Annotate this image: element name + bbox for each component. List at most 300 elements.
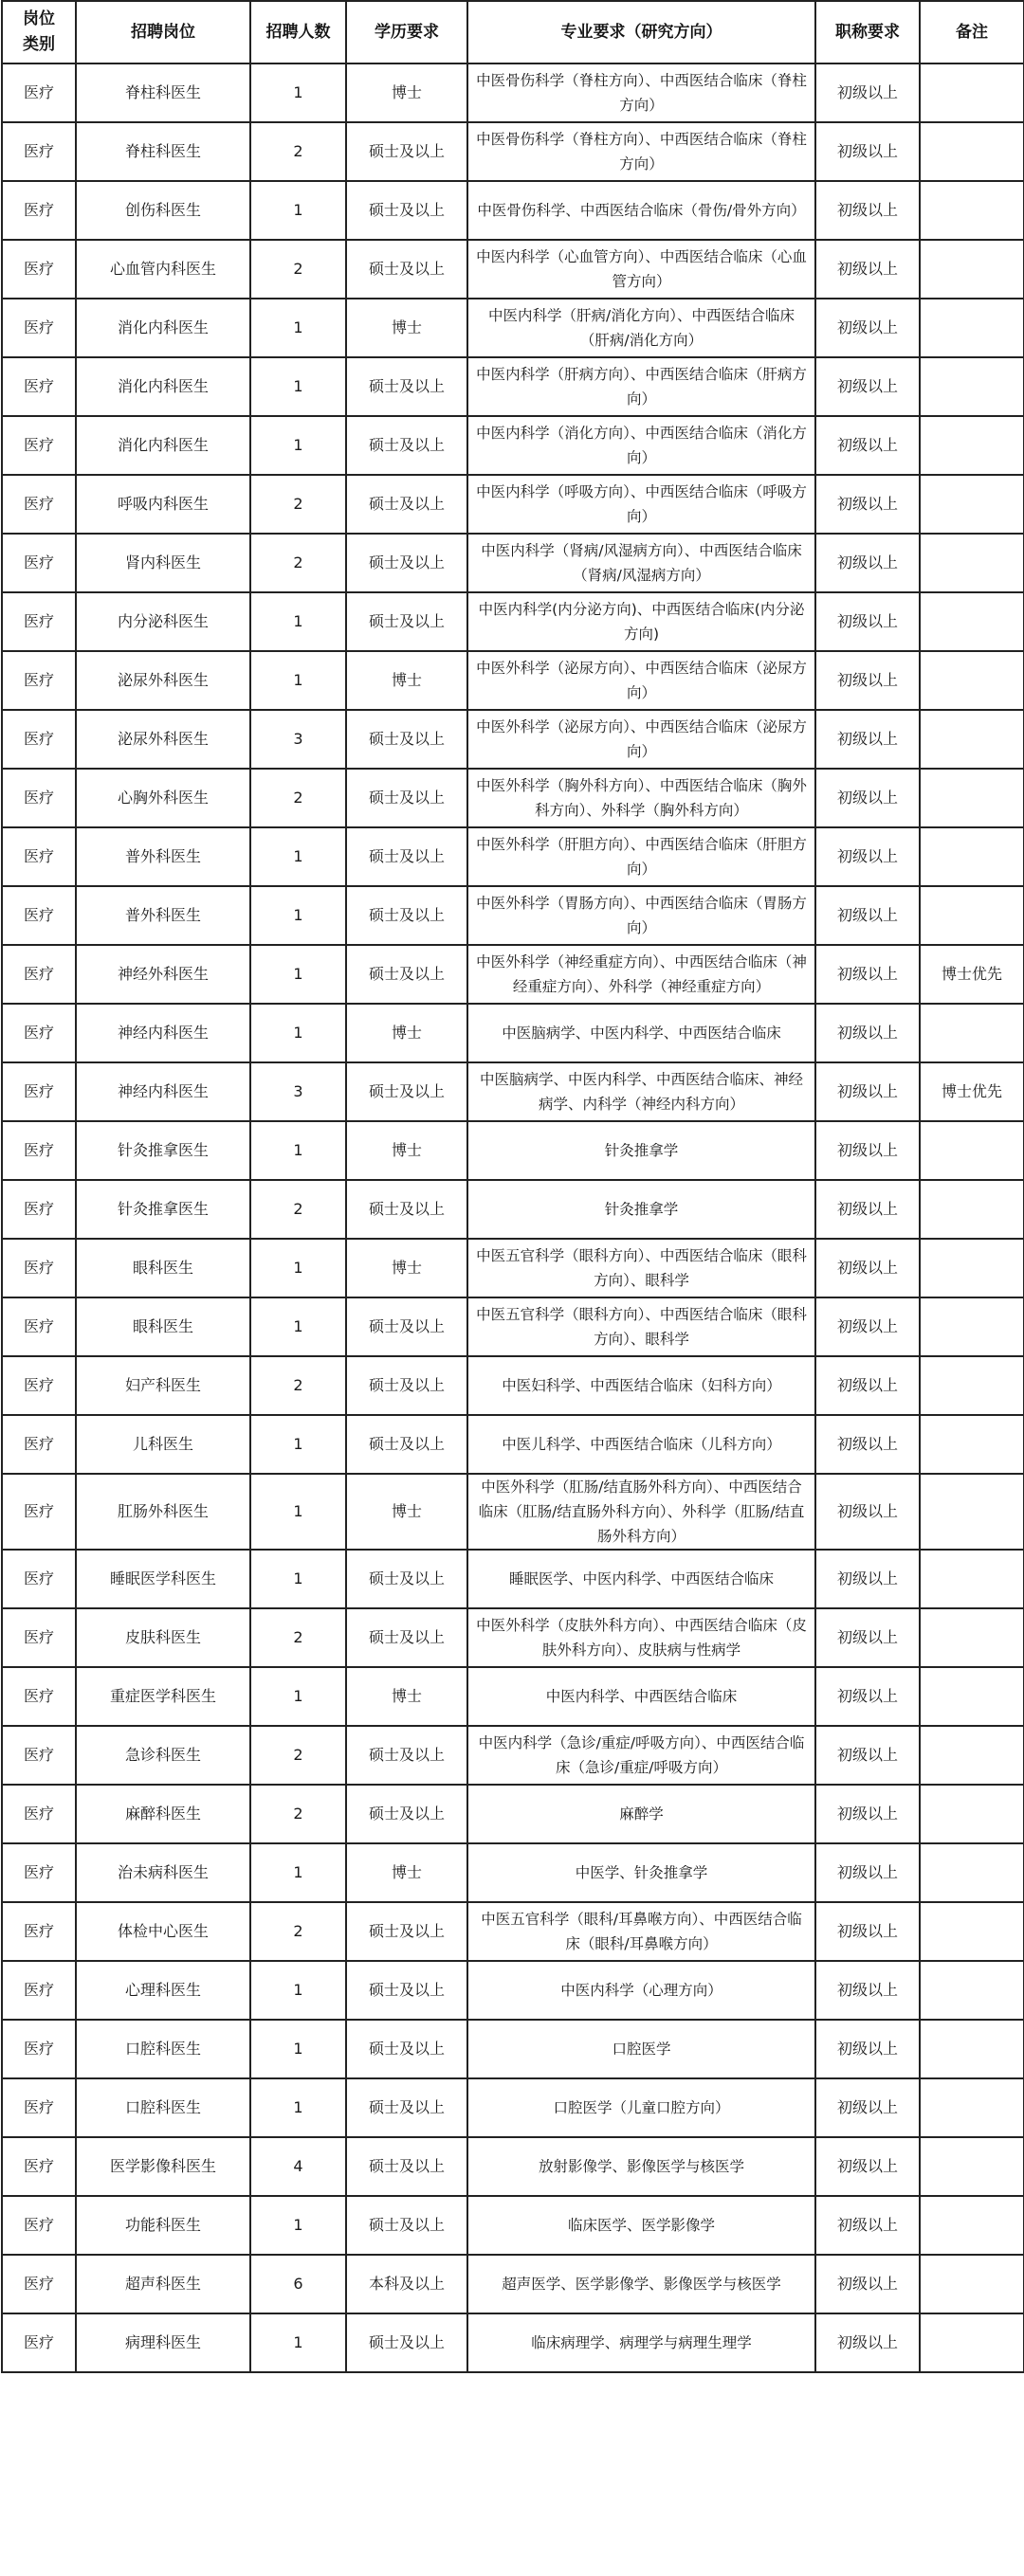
table-row: [2, 1474, 1024, 1550]
cell-education: 硕士及以上: [346, 1608, 467, 1667]
cell-count: 2: [250, 1902, 346, 1961]
cell-major: 中医妇科学、中西医结合临床（妇科方向）: [467, 1356, 815, 1415]
cell-major: 中医脑病学、中医内科学、中西医结合临床、神经病学、内科学（神经内科方向）: [467, 1062, 815, 1121]
cell-position: 皮肤科医生: [76, 1608, 250, 1667]
cell-category: 医疗: [2, 122, 76, 181]
cell-note: 博士优先: [920, 1062, 1024, 1121]
cell-count: 6: [250, 2255, 346, 2313]
cell-major: 临床病理学、病理学与病理生理学: [467, 2313, 815, 2372]
cell-position: 麻醉科医生: [76, 1785, 250, 1843]
cell-position: 脊柱科医生: [76, 122, 250, 181]
cell-category: 医疗: [2, 2313, 76, 2372]
cell-title: 初级以上: [815, 1239, 920, 1297]
table-row: [2, 240, 1024, 299]
cell-category: 医疗: [2, 1726, 76, 1785]
cell-count: 1: [250, 651, 346, 710]
cell-category: 医疗: [2, 1180, 76, 1239]
cell-major: 中医内科学（呼吸方向）、中西医结合临床（呼吸方向）: [467, 475, 815, 534]
cell-title: 初级以上: [815, 1843, 920, 1902]
table-row: [2, 1239, 1024, 1297]
cell-education: 硕士及以上: [346, 357, 467, 416]
cell-education: 博士: [346, 63, 467, 122]
cell-count: 2: [250, 475, 346, 534]
cell-education: 博士: [346, 1004, 467, 1062]
cell-category: 医疗: [2, 1843, 76, 1902]
cell-count: 2: [250, 1785, 346, 1843]
cell-major: 中医外科学（皮肤外科方向）、中西医结合临床（皮肤外科方向）、皮肤病与性病学: [467, 1608, 815, 1667]
cell-education: 博士: [346, 651, 467, 710]
table-row: [2, 1550, 1024, 1608]
cell-title: 初级以上: [815, 1004, 920, 1062]
cell-position: 泌尿外科医生: [76, 651, 250, 710]
cell-title: 初级以上: [815, 534, 920, 592]
cell-note: [920, 592, 1024, 651]
cell-title: 初级以上: [815, 475, 920, 534]
cell-category: 医疗: [2, 886, 76, 945]
cell-category: 医疗: [2, 181, 76, 240]
table-row: [2, 651, 1024, 710]
cell-education: 硕士及以上: [346, 1180, 467, 1239]
cell-major: 中医内科学（心血管方向）、中西医结合临床（心血管方向）: [467, 240, 815, 299]
cell-note: [920, 2196, 1024, 2255]
cell-count: 1: [250, 1121, 346, 1180]
cell-position: 重症医学科医生: [76, 1667, 250, 1726]
cell-education: 硕士及以上: [346, 416, 467, 475]
cell-category: 医疗: [2, 475, 76, 534]
cell-major: 中医骨伤科学（脊柱方向）、中西医结合临床（脊柱方向）: [467, 63, 815, 122]
cell-category: 医疗: [2, 1239, 76, 1297]
cell-note: [920, 2137, 1024, 2196]
table-row: [2, 1121, 1024, 1180]
cell-title: 初级以上: [815, 2196, 920, 2255]
header-note: 备注: [920, 1, 1024, 63]
cell-major: 睡眠医学、中医内科学、中西医结合临床: [467, 1550, 815, 1608]
cell-title: 初级以上: [815, 710, 920, 769]
header-category-line-1: 岗位: [23, 9, 55, 28]
cell-note: [920, 1415, 1024, 1474]
cell-education: 硕士及以上: [346, 1961, 467, 2020]
cell-education: 本科及以上: [346, 2255, 467, 2313]
cell-note: [920, 1121, 1024, 1180]
table-row: [2, 416, 1024, 475]
cell-category: 医疗: [2, 1785, 76, 1843]
table-row: [2, 827, 1024, 886]
cell-category: 医疗: [2, 2255, 76, 2313]
cell-category: 医疗: [2, 592, 76, 651]
table-row: [2, 122, 1024, 181]
cell-education: 硕士及以上: [346, 475, 467, 534]
cell-count: 2: [250, 534, 346, 592]
cell-title: 初级以上: [815, 416, 920, 475]
cell-note: 博士优先: [920, 945, 1024, 1004]
cell-count: 1: [250, 1961, 346, 2020]
cell-position: 创伤科医生: [76, 181, 250, 240]
cell-title: 初级以上: [815, 1356, 920, 1415]
cell-category: 医疗: [2, 240, 76, 299]
cell-note: [920, 651, 1024, 710]
cell-count: 1: [250, 827, 346, 886]
cell-position: 口腔科医生: [76, 2078, 250, 2137]
cell-education: 硕士及以上: [346, 592, 467, 651]
cell-major: 中医五官科学（眼科/耳鼻喉方向）、中西医结合临床（眼科/耳鼻喉方向）: [467, 1902, 815, 1961]
cell-count: 1: [250, 1415, 346, 1474]
cell-note: [920, 1004, 1024, 1062]
cell-category: 医疗: [2, 710, 76, 769]
table-row: [2, 1902, 1024, 1961]
cell-education: 硕士及以上: [346, 1356, 467, 1415]
cell-note: [920, 1608, 1024, 1667]
cell-title: 初级以上: [815, 2020, 920, 2078]
cell-title: 初级以上: [815, 1180, 920, 1239]
cell-position: 功能科医生: [76, 2196, 250, 2255]
table-row: [2, 2137, 1024, 2196]
cell-position: 脊柱科医生: [76, 63, 250, 122]
cell-position: 体检中心医生: [76, 1902, 250, 1961]
cell-position: 神经外科医生: [76, 945, 250, 1004]
cell-major: 中医外科学（神经重症方向）、中西医结合临床（神经重症方向）、外科学（神经重症方向）: [467, 945, 815, 1004]
cell-category: 医疗: [2, 2196, 76, 2255]
table-row: [2, 2196, 1024, 2255]
cell-count: 1: [250, 592, 346, 651]
cell-education: 硕士及以上: [346, 181, 467, 240]
header-category-line-2: 类别: [23, 35, 55, 54]
cell-education: 博士: [346, 1121, 467, 1180]
cell-title: 初级以上: [815, 1062, 920, 1121]
cell-title: 初级以上: [815, 122, 920, 181]
cell-major: 中医内科学（肝病方向）、中西医结合临床（肝病方向）: [467, 357, 815, 416]
cell-note: [920, 710, 1024, 769]
table-row: [2, 945, 1024, 1004]
table-row: [2, 769, 1024, 827]
cell-education: 硕士及以上: [346, 240, 467, 299]
cell-title: 初级以上: [815, 1474, 920, 1550]
table-header-row: [2, 1, 1024, 63]
cell-title: 初级以上: [815, 945, 920, 1004]
cell-education: 博士: [346, 1474, 467, 1550]
table-row: [2, 534, 1024, 592]
cell-education: 硕士及以上: [346, 1062, 467, 1121]
table-row: [2, 181, 1024, 240]
cell-count: 1: [250, 1474, 346, 1550]
cell-note: [920, 1297, 1024, 1356]
cell-title: 初级以上: [815, 1297, 920, 1356]
cell-major: 中医外科学（泌尿方向）、中西医结合临床（泌尿方向）: [467, 651, 815, 710]
cell-count: 1: [250, 63, 346, 122]
cell-count: 1: [250, 1004, 346, 1062]
cell-major: 中医内科学（肾病/风湿病方向）、中西医结合临床（肾病/风湿病方向）: [467, 534, 815, 592]
cell-count: 2: [250, 1180, 346, 1239]
cell-note: [920, 122, 1024, 181]
table-body: [2, 63, 1024, 2372]
cell-category: 医疗: [2, 1474, 76, 1550]
cell-major: 麻醉学: [467, 1785, 815, 1843]
cell-category: 医疗: [2, 1961, 76, 2020]
cell-education: 硕士及以上: [346, 2137, 467, 2196]
cell-title: 初级以上: [815, 299, 920, 357]
cell-note: [920, 769, 1024, 827]
cell-position: 普外科医生: [76, 886, 250, 945]
cell-position: 泌尿外科医生: [76, 710, 250, 769]
cell-education: 硕士及以上: [346, 1297, 467, 1356]
cell-count: 1: [250, 1239, 346, 1297]
cell-education: 硕士及以上: [346, 769, 467, 827]
cell-category: 医疗: [2, 1297, 76, 1356]
header-position: 招聘岗位: [76, 1, 250, 63]
cell-count: 4: [250, 2137, 346, 2196]
cell-position: 眼科医生: [76, 1239, 250, 1297]
cell-note: [920, 886, 1024, 945]
cell-education: 硕士及以上: [346, 945, 467, 1004]
table-row: [2, 63, 1024, 122]
cell-count: 1: [250, 1843, 346, 1902]
cell-position: 针灸推拿医生: [76, 1180, 250, 1239]
cell-education: 硕士及以上: [346, 710, 467, 769]
cell-category: 医疗: [2, 945, 76, 1004]
cell-title: 初级以上: [815, 2255, 920, 2313]
table-row: [2, 1843, 1024, 1902]
cell-position: 肛肠外科医生: [76, 1474, 250, 1550]
cell-count: 3: [250, 710, 346, 769]
cell-major: 中医内科学、中西医结合临床: [467, 1667, 815, 1726]
table-row: [2, 1961, 1024, 2020]
cell-title: 初级以上: [815, 827, 920, 886]
cell-education: 硕士及以上: [346, 534, 467, 592]
header-category: [2, 1, 76, 63]
cell-category: 医疗: [2, 1121, 76, 1180]
cell-major: 中医内科学（急诊/重症/呼吸方向）、中西医结合临床（急诊/重症/呼吸方向）: [467, 1726, 815, 1785]
table-row: [2, 299, 1024, 357]
table-row: [2, 886, 1024, 945]
cell-count: 1: [250, 2313, 346, 2372]
table-row: [2, 592, 1024, 651]
cell-major: 中医骨伤科学（脊柱方向）、中西医结合临床（脊柱方向）: [467, 122, 815, 181]
cell-title: 初级以上: [815, 1726, 920, 1785]
cell-note: [920, 475, 1024, 534]
cell-position: 消化内科医生: [76, 416, 250, 475]
cell-category: 医疗: [2, 827, 76, 886]
table-row: [2, 357, 1024, 416]
cell-note: [920, 63, 1024, 122]
cell-note: [920, 1961, 1024, 2020]
cell-education: 硕士及以上: [346, 2078, 467, 2137]
cell-note: [920, 2020, 1024, 2078]
cell-major: 中医内科学（肝病/消化方向）、中西医结合临床（肝病/消化方向）: [467, 299, 815, 357]
cell-count: 1: [250, 1550, 346, 1608]
cell-education: 博士: [346, 1843, 467, 1902]
table-row: [2, 1004, 1024, 1062]
cell-title: 初级以上: [815, 357, 920, 416]
cell-major: 针灸推拿学: [467, 1180, 815, 1239]
cell-position: 儿科医生: [76, 1415, 250, 1474]
table-row: [2, 1667, 1024, 1726]
cell-education: 硕士及以上: [346, 1726, 467, 1785]
cell-major: 口腔医学: [467, 2020, 815, 2078]
cell-title: 初级以上: [815, 651, 920, 710]
cell-major: 针灸推拿学: [467, 1121, 815, 1180]
cell-education: 硕士及以上: [346, 2196, 467, 2255]
cell-title: 初级以上: [815, 1961, 920, 2020]
cell-position: 口腔科医生: [76, 2020, 250, 2078]
cell-education: 硕士及以上: [346, 886, 467, 945]
cell-count: 1: [250, 181, 346, 240]
table-row: [2, 2020, 1024, 2078]
cell-title: 初级以上: [815, 1902, 920, 1961]
cell-count: 1: [250, 416, 346, 475]
cell-title: 初级以上: [815, 1785, 920, 1843]
cell-category: 医疗: [2, 1902, 76, 1961]
cell-major: 中医脑病学、中医内科学、中西医结合临床: [467, 1004, 815, 1062]
cell-position: 消化内科医生: [76, 357, 250, 416]
cell-count: 1: [250, 2078, 346, 2137]
cell-note: [920, 299, 1024, 357]
cell-position: 内分泌科医生: [76, 592, 250, 651]
cell-position: 病理科医生: [76, 2313, 250, 2372]
cell-position: 神经内科医生: [76, 1062, 250, 1121]
cell-position: 睡眠医学科医生: [76, 1550, 250, 1608]
cell-title: 初级以上: [815, 1667, 920, 1726]
cell-position: 治未病科医生: [76, 1843, 250, 1902]
cell-title: 初级以上: [815, 2313, 920, 2372]
cell-category: 医疗: [2, 534, 76, 592]
cell-title: 初级以上: [815, 1550, 920, 1608]
cell-title: 初级以上: [815, 886, 920, 945]
cell-category: 医疗: [2, 1062, 76, 1121]
cell-position: 肾内科医生: [76, 534, 250, 592]
cell-education: 博士: [346, 299, 467, 357]
cell-title: 初级以上: [815, 2137, 920, 2196]
cell-category: 医疗: [2, 1004, 76, 1062]
cell-count: 1: [250, 886, 346, 945]
cell-note: [920, 1785, 1024, 1843]
cell-title: 初级以上: [815, 592, 920, 651]
table-row: [2, 475, 1024, 534]
cell-position: 呼吸内科医生: [76, 475, 250, 534]
header-count: 招聘人数: [250, 1, 346, 63]
cell-category: 医疗: [2, 2137, 76, 2196]
cell-education: 硕士及以上: [346, 827, 467, 886]
cell-position: 针灸推拿医生: [76, 1121, 250, 1180]
cell-title: 初级以上: [815, 240, 920, 299]
cell-count: 2: [250, 240, 346, 299]
cell-title: 初级以上: [815, 181, 920, 240]
cell-note: [920, 2078, 1024, 2137]
header-major: 专业要求（研究方向）: [467, 1, 815, 63]
cell-education: 硕士及以上: [346, 2313, 467, 2372]
cell-note: [920, 1667, 1024, 1726]
cell-note: [920, 1239, 1024, 1297]
cell-major: 放射影像学、影像医学与核医学: [467, 2137, 815, 2196]
cell-title: 初级以上: [815, 1121, 920, 1180]
cell-major: 超声医学、医学影像学、影像医学与核医学: [467, 2255, 815, 2313]
cell-category: 医疗: [2, 63, 76, 122]
table-row: [2, 1785, 1024, 1843]
cell-note: [920, 1902, 1024, 1961]
cell-major: 中医内科学（心理方向）: [467, 1961, 815, 2020]
cell-count: 2: [250, 769, 346, 827]
cell-category: 医疗: [2, 1550, 76, 1608]
cell-title: 初级以上: [815, 1415, 920, 1474]
cell-category: 医疗: [2, 299, 76, 357]
cell-category: 医疗: [2, 416, 76, 475]
cell-major: 中医五官科学（眼科方向）、中西医结合临床（眼科方向）、眼科学: [467, 1239, 815, 1297]
cell-count: 1: [250, 2196, 346, 2255]
cell-education: 硕士及以上: [346, 1415, 467, 1474]
cell-note: [920, 1474, 1024, 1550]
cell-education: 硕士及以上: [346, 1902, 467, 1961]
cell-major: 临床医学、医学影像学: [467, 2196, 815, 2255]
cell-count: 2: [250, 1356, 346, 1415]
cell-position: 眼科医生: [76, 1297, 250, 1356]
header-title: 职称要求: [815, 1, 920, 63]
table-row: [2, 1726, 1024, 1785]
cell-note: [920, 1356, 1024, 1415]
cell-major: 中医内科学(内分泌方向)、中西医结合临床(内分泌方向): [467, 592, 815, 651]
cell-note: [920, 1550, 1024, 1608]
cell-major: 中医外科学（肛肠/结直肠外科方向）、中西医结合临床（肛肠/结直肠外科方向）、外科学（肛肠/结直肠外科方向）: [467, 1474, 815, 1550]
cell-count: 1: [250, 2020, 346, 2078]
cell-education: 硕士及以上: [346, 1785, 467, 1843]
cell-major: 中医外科学（胸外科方向）、中西医结合临床（胸外科方向）、外科学（胸外科方向）: [467, 769, 815, 827]
table-row: [2, 1062, 1024, 1121]
cell-count: 1: [250, 299, 346, 357]
cell-position: 心理科医生: [76, 1961, 250, 2020]
cell-note: [920, 534, 1024, 592]
cell-category: 医疗: [2, 2020, 76, 2078]
table-row: [2, 2255, 1024, 2313]
cell-position: 医学影像科医生: [76, 2137, 250, 2196]
cell-major: 中医外科学（泌尿方向）、中西医结合临床（泌尿方向）: [467, 710, 815, 769]
table-row: [2, 2078, 1024, 2137]
cell-category: 医疗: [2, 651, 76, 710]
cell-count: 1: [250, 357, 346, 416]
table-row: [2, 1356, 1024, 1415]
table-row: [2, 1608, 1024, 1667]
cell-position: 消化内科医生: [76, 299, 250, 357]
cell-category: 医疗: [2, 1415, 76, 1474]
table-row: [2, 1180, 1024, 1239]
cell-note: [920, 416, 1024, 475]
cell-title: 初级以上: [815, 63, 920, 122]
cell-count: 1: [250, 1297, 346, 1356]
cell-education: 硕士及以上: [346, 2020, 467, 2078]
table-row: [2, 1415, 1024, 1474]
cell-major: 中医骨伤科学、中西医结合临床（骨伤/骨外方向）: [467, 181, 815, 240]
recruitment-table: [1, 0, 1024, 2373]
cell-position: 心胸外科医生: [76, 769, 250, 827]
cell-education: 硕士及以上: [346, 122, 467, 181]
cell-note: [920, 1843, 1024, 1902]
cell-major: 中医内科学（消化方向）、中西医结合临床（消化方向）: [467, 416, 815, 475]
cell-education: 博士: [346, 1667, 467, 1726]
cell-note: [920, 1180, 1024, 1239]
cell-category: 医疗: [2, 357, 76, 416]
cell-major: 口腔医学（儿童口腔方向）: [467, 2078, 815, 2137]
cell-title: 初级以上: [815, 2078, 920, 2137]
table-row: [2, 710, 1024, 769]
cell-note: [920, 2255, 1024, 2313]
cell-count: 2: [250, 122, 346, 181]
cell-education: 硕士及以上: [346, 1550, 467, 1608]
cell-category: 医疗: [2, 2078, 76, 2137]
cell-education: 博士: [346, 1239, 467, 1297]
cell-note: [920, 827, 1024, 886]
cell-category: 医疗: [2, 1356, 76, 1415]
cell-count: 2: [250, 1726, 346, 1785]
cell-note: [920, 1726, 1024, 1785]
cell-category: 医疗: [2, 1667, 76, 1726]
cell-position: 普外科医生: [76, 827, 250, 886]
cell-position: 心血管内科医生: [76, 240, 250, 299]
